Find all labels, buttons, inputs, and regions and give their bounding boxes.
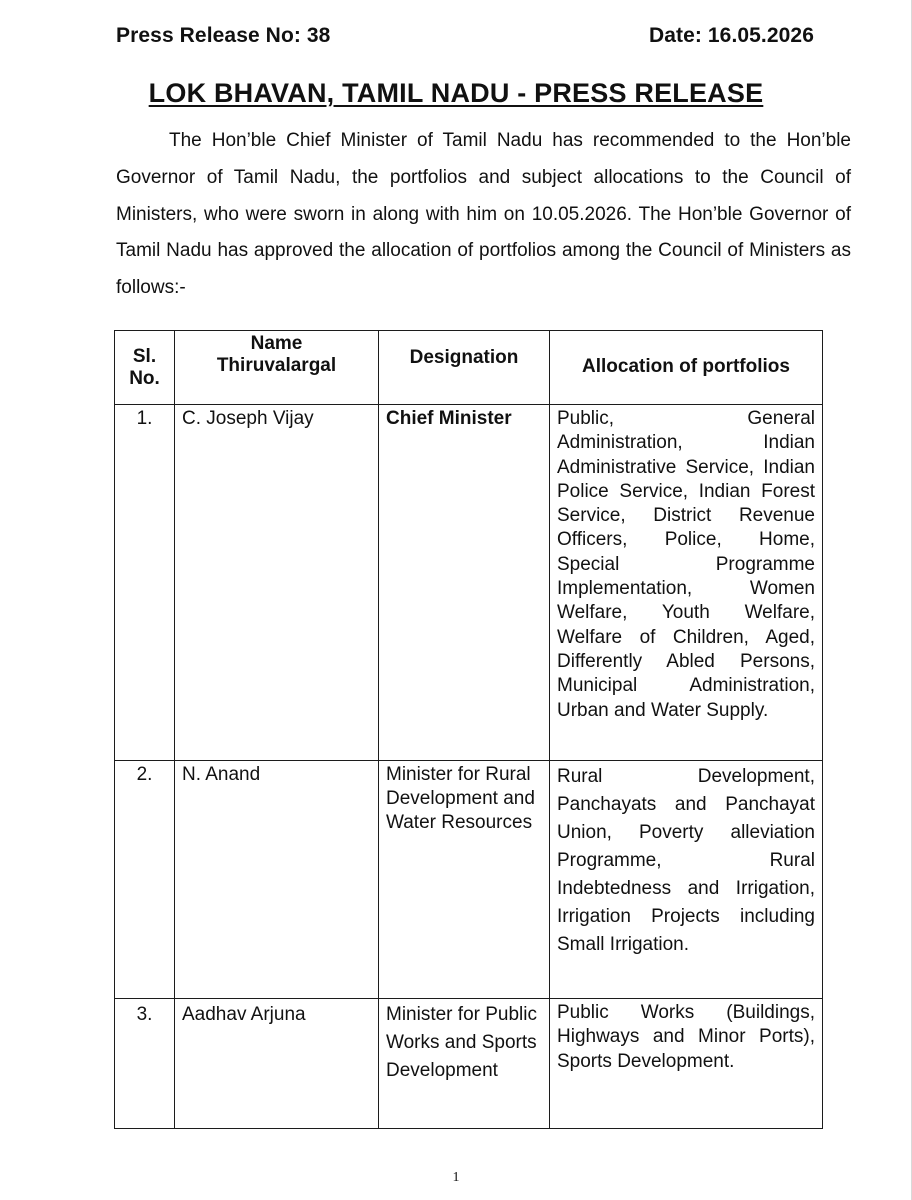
intro-paragraph: The Hon’ble Chief Minister of Tamil Nadu has recommended to the Hon’ble Governor of Tamil Nadu, the portfolios and subject allocations to the Council of Ministers, who were sworn in along with him on 10.05.2026. The Hon’ble Governor of Tamil Nadu has approved the allocation of portfolios among the Council of Ministers as follows:- [116,130,851,299]
serial-header-line-1: Sl. [132,345,157,367]
allocation-header: Allocation of portfolios [550,331,823,405]
designation-header: Designation [379,331,550,405]
name-header-line-2: Thiruvalargal [216,355,337,376]
designation-cell: Chief Minister [379,405,550,761]
table-row [115,999,823,1129]
page-number: 1 [452,1170,460,1185]
designation-cell: Minister for Public Works and Sports Development [379,999,550,1129]
table-row [115,405,823,761]
press-release-number: Press Release No: 38 [116,24,331,47]
table-row [115,761,823,999]
table-header-row [115,331,823,405]
allocation-cell: Public Works (Buildings, Highways and Minor Ports), Sports Development. [550,999,823,1129]
allocation-cell: Public, General Administration, Indian Administrative Service, Indian Police Service, Indian Forest Service, District Revenue Officers, Police, Home, Special Programme Implementation, Women Welfare, Youth Welfare, Welfare of Children, Aged, Differently Abled Persons, Municipal Administration, Urban and Water Supply. [550,405,823,761]
serial-number-header [115,331,175,405]
name-header-line-1: Name [250,333,303,354]
document-title: LOK BHAVAN, TAMIL NADU - PRESS RELEASE [148,78,764,108]
serial-number-cell: 1. [115,405,175,761]
minister-name-cell: N. Anand [175,761,379,999]
portfolio-table [114,330,823,1129]
allocation-cell: Rural Development, Panchayats and Panchayat Union, Poverty alleviation Programme, Rural Indebtedness and Irrigation, Irrigation Projects including Small Irrigation. [550,761,823,999]
minister-name-cell: C. Joseph Vijay [175,405,379,761]
serial-number-cell: 2. [115,761,175,999]
serial-header-line-2: No. [129,367,160,389]
press-release-date: Date: 16.05.2026 [648,24,814,47]
designation-cell: Minister for Rural Development and Water Resources [379,761,550,999]
serial-number-cell: 3. [115,999,175,1129]
name-header [175,331,379,405]
minister-name-cell: Aadhav Arjuna [175,999,379,1129]
